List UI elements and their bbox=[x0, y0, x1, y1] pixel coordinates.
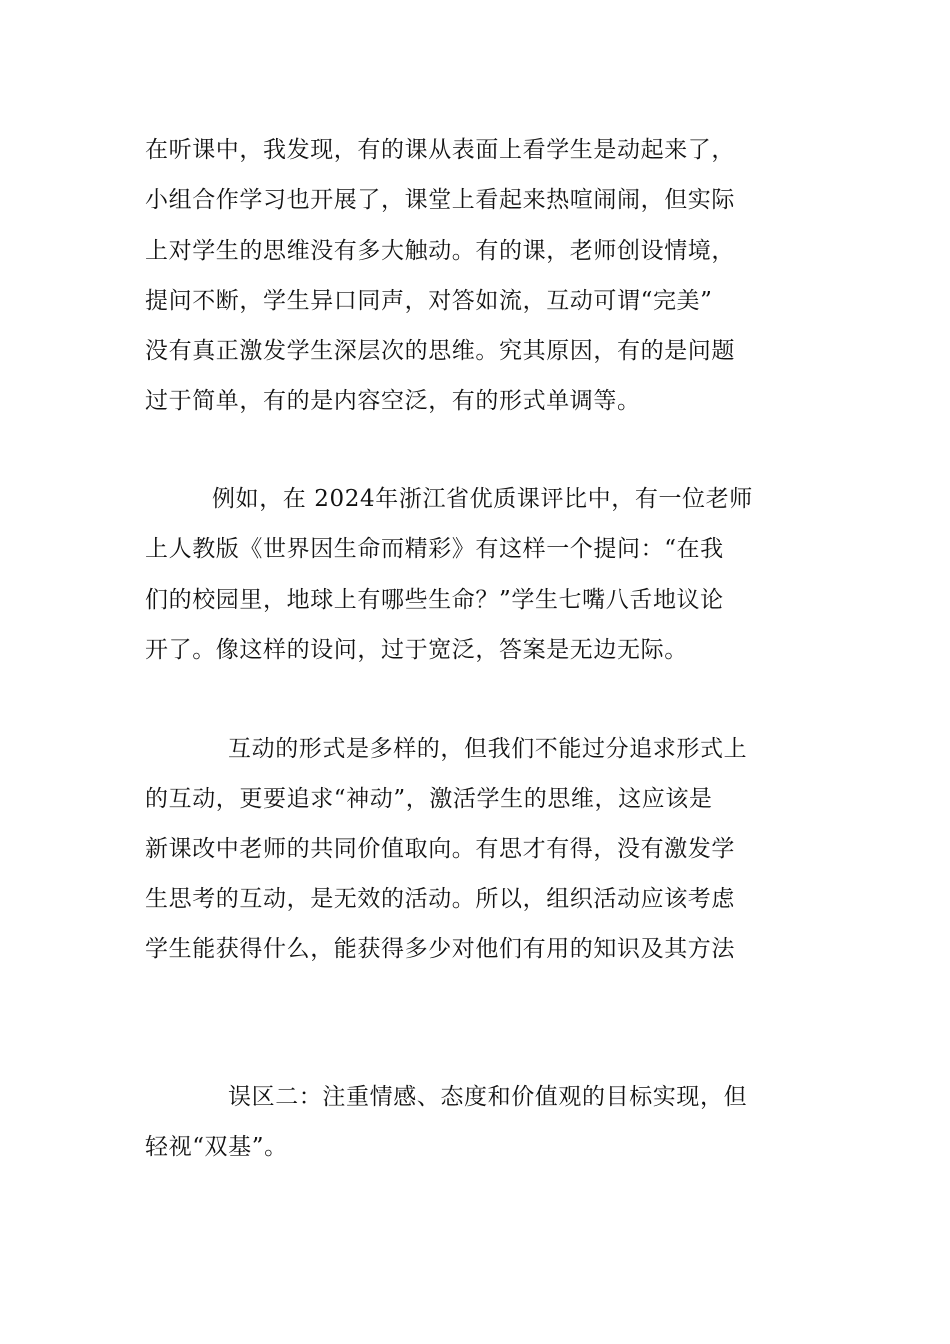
paragraph-line: 例如，在 2024年浙江省优质课评比中，有一位老师 bbox=[212, 486, 753, 512]
paragraph-line: 开了。像这样的设问，过于宽泛，答案是无边无际。 bbox=[145, 637, 688, 663]
paragraph-line: 互动的形式是多样的，但我们不能过分追求形式上 bbox=[228, 736, 748, 762]
paragraph-line: 提问不断，学生异口同声，对答如流，互动可谓“完美” bbox=[145, 288, 713, 314]
paragraph-line: 新课改中老师的共同价值取向。有思才有得，没有激发学 bbox=[145, 836, 735, 862]
paragraph-line: 上对学生的思维没有多大触动。有的课，老师创设情境， bbox=[145, 238, 735, 264]
paragraph-line: 小组合作学习也开展了，课堂上看起来热喧闹闹，但实际 bbox=[145, 187, 735, 213]
paragraph-line: 没有真正激发学生深层次的思维。究其原因，有的是问题 bbox=[145, 338, 735, 364]
paragraph-line: 在听课中，我发现，有的课从表面上看学生是动起来了， bbox=[145, 137, 735, 163]
paragraph-line: 生思考的互动，是无效的活动。所以，组织活动应该考虑 bbox=[145, 886, 735, 912]
paragraph-line: 学生能获得什么，能获得多少对他们有用的知识及其方法 bbox=[145, 936, 735, 962]
paragraph-line: 过于简单，有的是内容空泛，有的形式单调等。 bbox=[145, 388, 641, 414]
paragraph-line: 上人教版《世界因生命而精彩》有这样一个提问：“在我 bbox=[145, 536, 724, 562]
paragraph-line: 们的校园里，地球上有哪些生命？”学生七嘴八舌地议论 bbox=[145, 587, 724, 613]
paragraph-line: 轻视“双基”。 bbox=[145, 1134, 288, 1160]
paragraph-line: 误区二：注重情感、态度和价值观的目标实现，但 bbox=[228, 1084, 748, 1110]
paragraph-line: 的互动，更要追求“神动”，激活学生的思维，这应该是 bbox=[145, 786, 713, 812]
